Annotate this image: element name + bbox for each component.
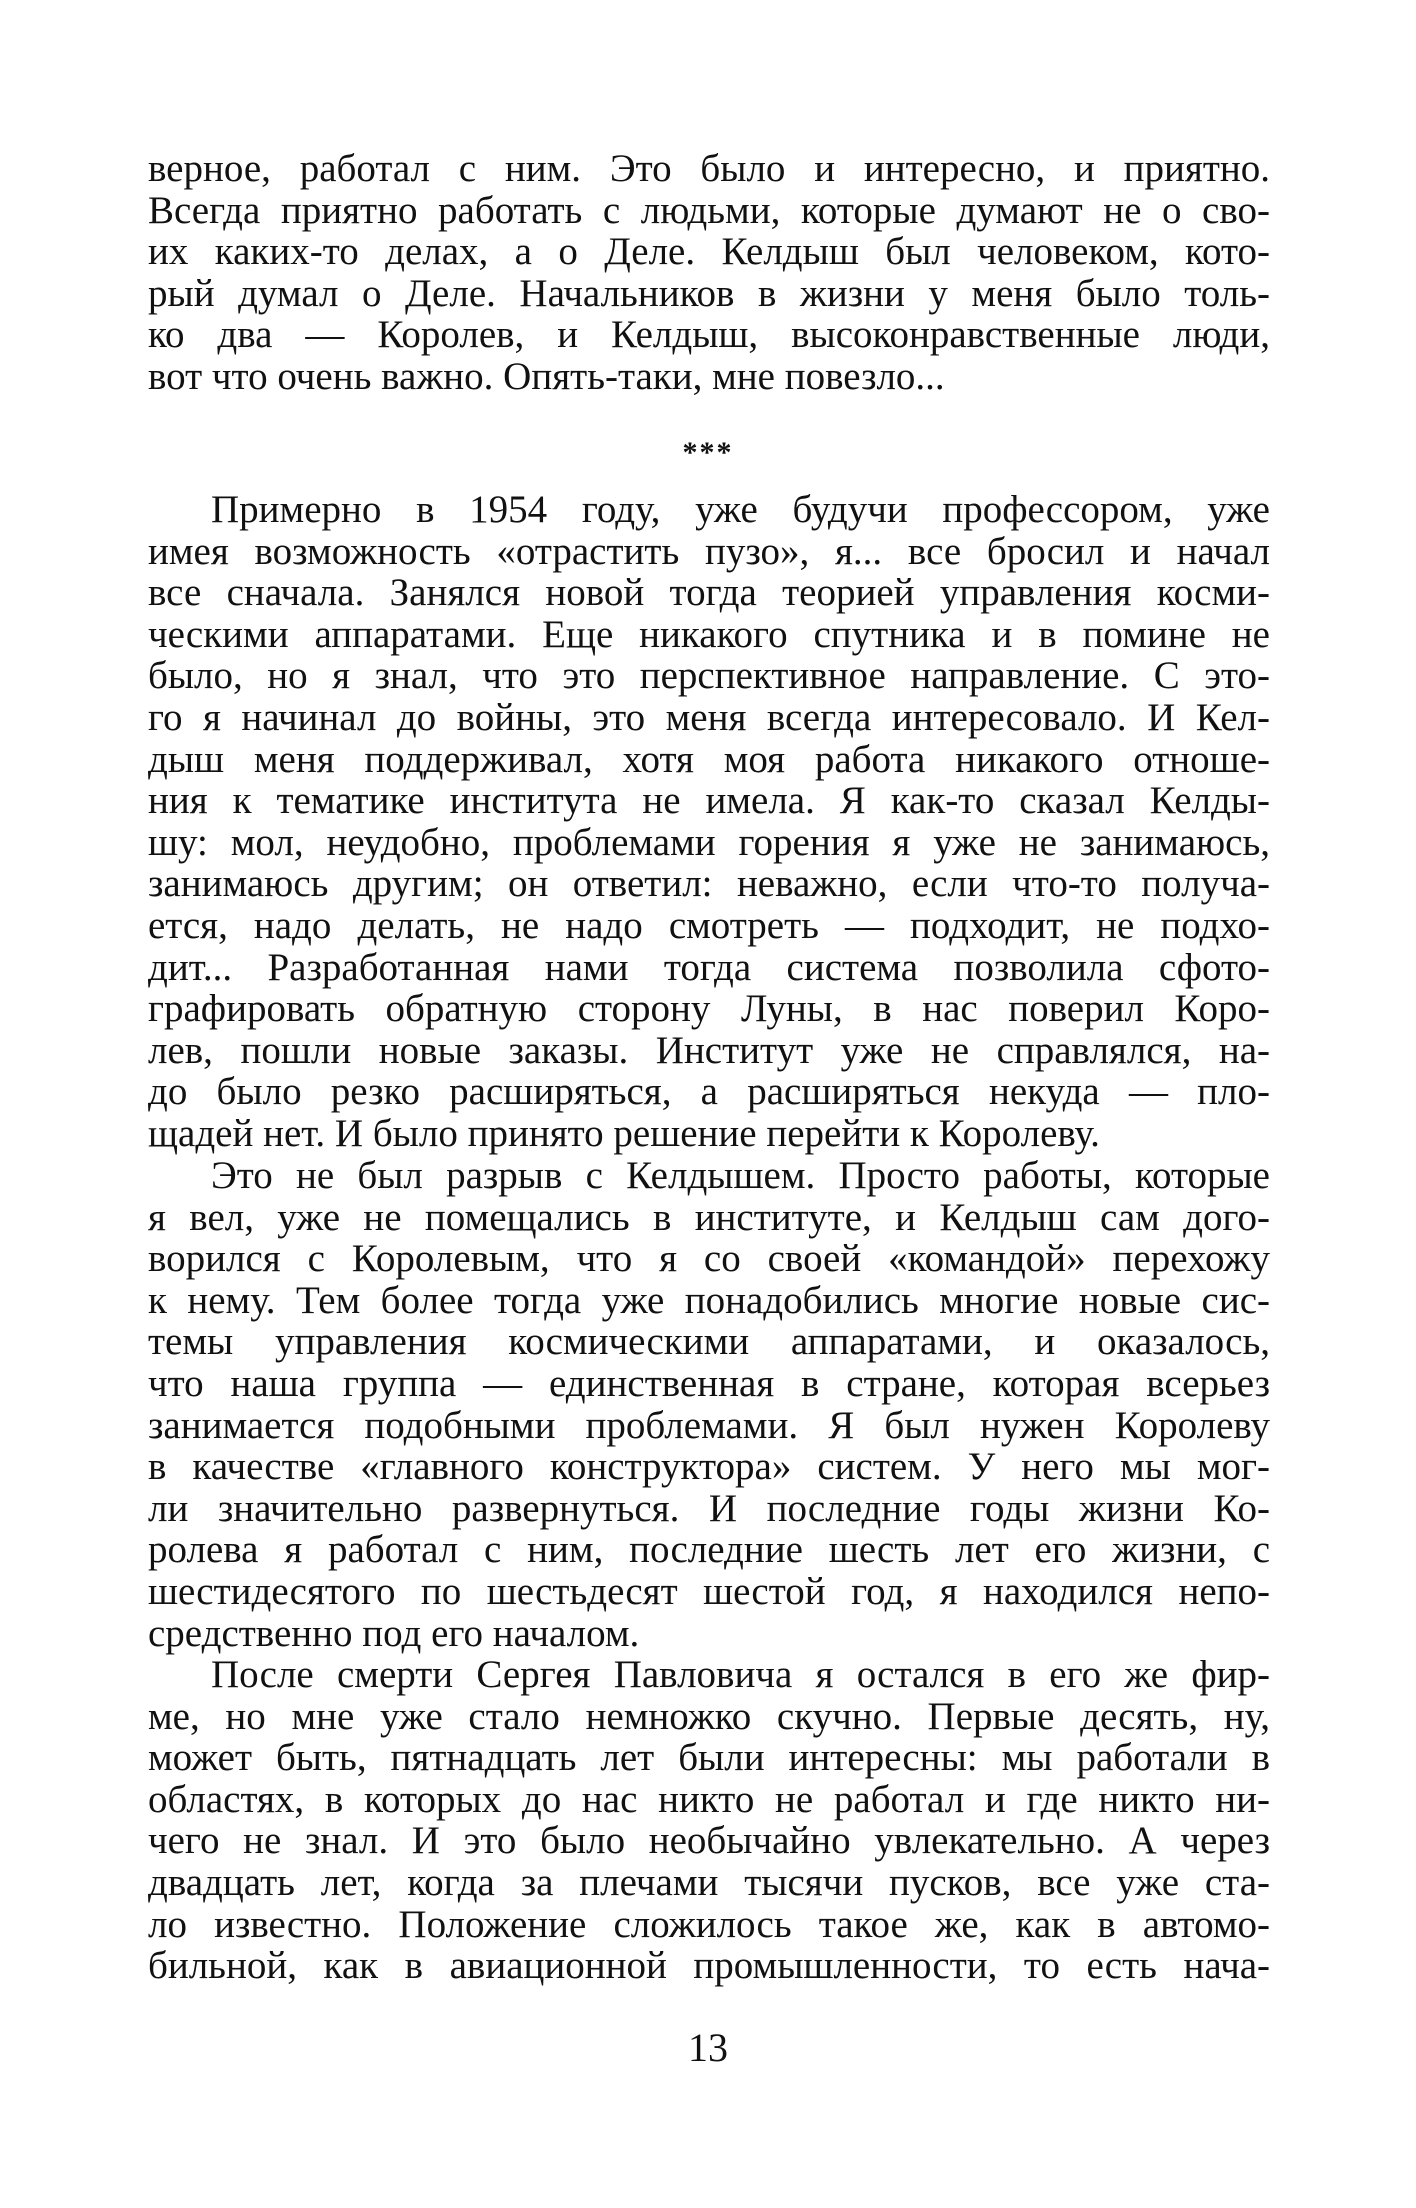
text-line: двадцать лет, когда за плечами тысячи пусков, все уже ста-	[148, 1860, 1270, 1904]
text-line: средственно под его началом.	[148, 1611, 640, 1655]
text-line: щадей нет. И было принято решение перейти к Королеву.	[148, 1111, 1100, 1155]
text-line: областях, в которых до нас никто не работал и где никто ни-	[148, 1777, 1270, 1821]
text-line: темы управления космическими аппаратами, и оказалось,	[148, 1320, 1270, 1364]
text-line: шу: мол, неудобно, проблемами горения я уже не занимаюсь,	[148, 820, 1270, 864]
text-line: до было резко расширяться, а расширяться некуда — пло-	[148, 1070, 1270, 1114]
text-line: имея возможность «отрастить пузо», я... все бросил и начал	[148, 529, 1270, 573]
text-line: Это не был разрыв с Келдышем. Просто работы, которые	[211, 1154, 1270, 1197]
text-line: шестидесятого по шестьдесят шестой год, я находился непо-	[148, 1569, 1270, 1613]
text-line: лев, пошли новые заказы. Институт уже не справлялся, на-	[148, 1028, 1270, 1072]
text-line: верное, работал с ним. Это было и интересно, и приятно.	[148, 147, 1270, 190]
section-separator: ***	[682, 436, 734, 469]
text-line: все сначала. Занялся новой тогда теорией управления косми-	[148, 571, 1270, 615]
text-line: рый думал о Деле. Начальников в жизни у меня было толь-	[148, 271, 1270, 315]
text-line: Примерно в 1954 году, уже будучи профессором, уже	[211, 488, 1270, 531]
text-line: было, но я знал, что это перспективное направление. С это-	[148, 654, 1270, 698]
text-line: их каких-то делах, а о Деле. Келдыш был человеком, кото-	[148, 230, 1270, 274]
paragraph-keldysh	[148, 1155, 1270, 1654]
text-line: занимается подобными проблемами. Я был нужен Королеву	[148, 1403, 1270, 1447]
text-line: После смерти Сергея Павловича я остался в его же фир-	[211, 1653, 1270, 1696]
text-line: ролева я работал с ним, последние шесть лет его жизни, с	[148, 1528, 1270, 1572]
text-line: ется, надо делать, не надо смотреть — подходит, не подхо-	[148, 903, 1270, 947]
text-line: может быть, пятнадцать лет были интересны: мы работали в	[148, 1736, 1270, 1780]
text-line: графировать обратную сторону Луны, в нас поверил Коро-	[148, 987, 1270, 1031]
text-line: дыш меня поддерживал, хотя моя работа никакого отноше-	[148, 737, 1270, 781]
text-line: к нему. Тем более тогда уже понадобились многие новые сис-	[148, 1278, 1270, 1322]
text-line: вот что очень важно. Опять-таки, мне повезло...	[148, 354, 945, 398]
text-line: ли значительно развернуться. И последние годы жизни Ко-	[148, 1486, 1270, 1530]
text-line: я вел, уже не помещались в институте, и Келдыш сам дого-	[148, 1195, 1270, 1239]
text-line: ло известно. Положение сложилось такое же, как в автомо-	[148, 1902, 1270, 1946]
text-line: ческими аппаратами. Еще никакого спутника и в помине не	[148, 612, 1270, 656]
text-line: Всегда приятно работать с людьми, которые думают не о сво-	[148, 188, 1270, 232]
paragraph-1954	[148, 489, 1270, 1155]
text-line: ме, но мне уже стало немножко скучно. Первые десять, ну,	[148, 1694, 1270, 1738]
text-line: что наша группа — единственная в стране, которая всерьез	[148, 1361, 1270, 1405]
text-line: чего не знал. И это было необычайно увлекательно. А через	[148, 1819, 1270, 1863]
text-line: дит... Разработанная нами тогда система позволила сфото-	[148, 945, 1270, 989]
text-line: занимаюсь другим; он ответил: неважно, если что-то получа-	[148, 862, 1270, 906]
continued-paragraph	[148, 148, 1270, 398]
text-line: го я начинал до войны, это меня всегда интересовало. И Кел-	[148, 695, 1270, 739]
paragraph-after-korolev	[148, 1654, 1270, 1987]
page-number: 13	[688, 2025, 728, 2070]
text-line: ворился с Королевым, что я со своей «командой» перехожу	[148, 1237, 1270, 1281]
text-line: ния к тематике института не имела. Я как-то сказал Келды-	[148, 779, 1270, 823]
text-line: бильной, как в авиационной промышленности, то есть нача-	[148, 1944, 1270, 1988]
text-line: в качестве «главного конструктора» систем. У него мы мог-	[148, 1445, 1270, 1489]
text-line: ко два — Королев, и Келдыш, высоконравственные люди,	[148, 313, 1270, 357]
